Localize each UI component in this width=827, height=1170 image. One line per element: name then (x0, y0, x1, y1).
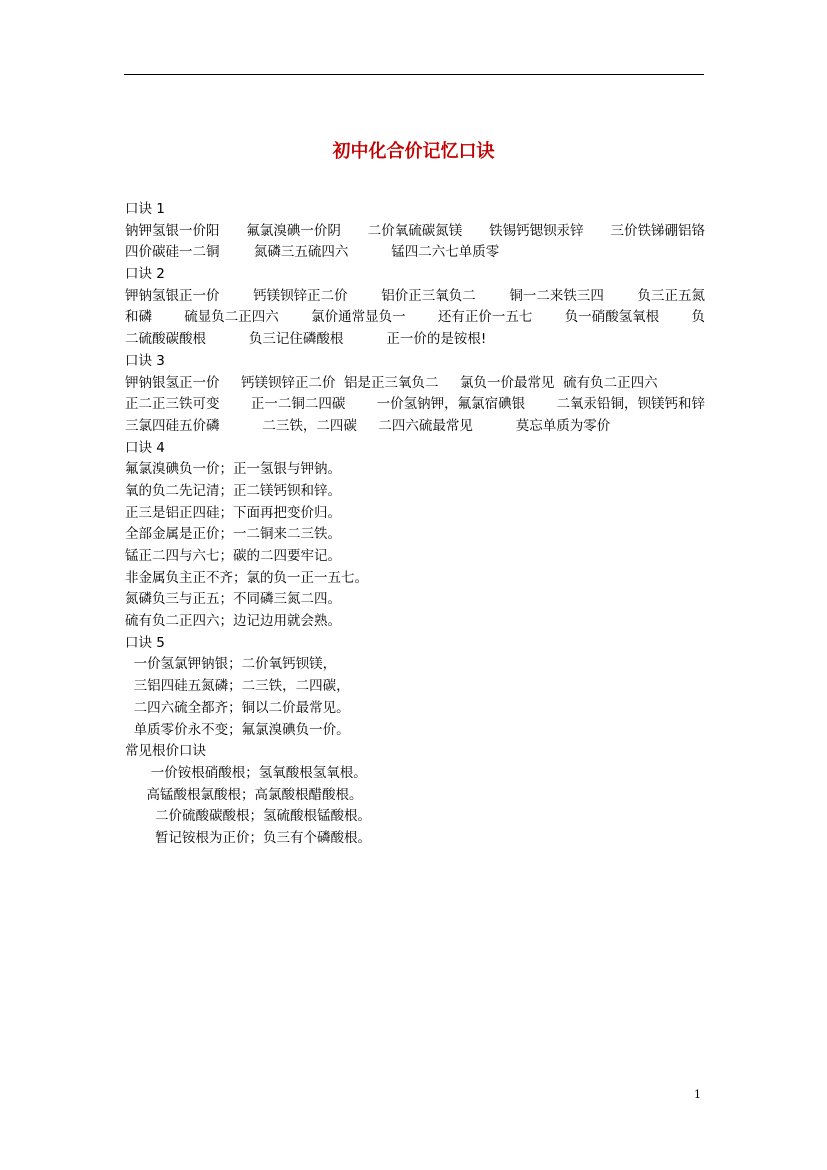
koujue-4-line: 氮磷负三与正五；不同磷三氮二四。 (125, 591, 341, 608)
heading-koujue-4: 口诀 4 (125, 439, 165, 456)
text-segment: 还有正价一五七 (437, 309, 533, 326)
radical-valence-line: 一价铵根硝酸根；氢氧酸根氢氧根。 (125, 764, 367, 781)
text-segment: 氯价通常显负一 (311, 309, 406, 326)
koujue-2-line-1 (125, 286, 705, 308)
page-number: 1 (694, 1088, 701, 1101)
koujue-5-line: 三铝四硅五氮磷；二三铁，二四碳， (125, 678, 350, 695)
document-body (125, 199, 705, 850)
header-rule (124, 74, 704, 75)
koujue-1-line-2: 四价碳硅一二铜 氮磷三五硫四六 锰四二六七单质零 (125, 244, 500, 261)
text-segment: 负一硝酸氢氧根 (564, 309, 660, 326)
radical-valence-line: 暂记铵根为正价；负三有个磷酸根。 (125, 829, 372, 846)
text-segment: 铜一二来铁三四 (509, 287, 604, 304)
heading-koujue-5: 口诀 5 (125, 634, 165, 651)
koujue-5-line: 单质零价永不变；氟氯溴碘负一价。 (125, 721, 350, 738)
text-segment: 铝价正三氧负二 (381, 287, 476, 304)
koujue-3-line-1: 钾钠银氢正一价 钙镁钡锌正二价 铝是正三氧负二 氯负一价最常见 硫有负二正四六 (125, 374, 658, 391)
heading-koujue-2: 口诀 2 (125, 266, 165, 283)
koujue-4-line: 全部金属是正价；一二铜来二三铁。 (125, 526, 341, 543)
koujue-4-line: 锰正二四与六七；碳的二四要牢记。 (125, 548, 341, 564)
heading-koujue-1: 口诀 1 (125, 201, 165, 217)
koujue-4-line: 非金属负主正不齐；氯的负一正一五七。 (125, 569, 368, 586)
koujue-2-line-3: 二硫酸碳酸根 负三记住磷酸根 正一价的是铵根! (125, 331, 487, 348)
text-segment: 钙镁钡锌正二价 (253, 287, 348, 304)
text-segment: 二价氧硫碳氮镁 (367, 222, 463, 239)
koujue-3-line-2 (125, 394, 705, 416)
radical-valence-line: 高锰酸根氯酸根；高氯酸根醋酸根。 (125, 786, 363, 803)
text-segment: 正一二铜二四碳 (250, 396, 346, 413)
radical-valence-line: 二价硫酸碳酸根；氢硫酸根锰酸根。 (125, 808, 372, 825)
document-title: 初中化合价记忆口诀 (332, 141, 495, 162)
text-segment: 和磷 (125, 309, 152, 326)
koujue-4-line: 硫有负二正四六；边记边用就会熟。 (125, 613, 341, 630)
koujue-5-line: 二四六硫全都齐；铜以二价最常见。 (125, 699, 350, 716)
koujue-4-line: 氧的负二先记清；正二镁钙钡和锌。 (125, 482, 341, 499)
text-segment: 一价氢钠钾，氟氯宿碘银 (376, 396, 526, 413)
koujue-4-line: 正三是铝正四硅；下面再把变价归。 (125, 504, 341, 521)
text-segment: 钾钠氢银正一价 (125, 287, 220, 304)
text-segment: 正二正三铁可变 (125, 396, 220, 413)
text-segment: 三价铁锑硼铝铬 (610, 222, 705, 239)
heading-radical-valence: 常见根价口诀 (125, 743, 206, 760)
text-segment: 负三正五氮 (637, 287, 705, 304)
koujue-5-line: 一价氢氯钾钠银；二价氧钙钡镁， (125, 656, 337, 673)
text-segment: 二氧汞铅铜，钡镁钙和锌 (556, 396, 705, 413)
text-segment: 钠钾氢银一价阳 (125, 222, 220, 239)
koujue-2-line-2 (125, 307, 705, 329)
koujue-4-line: 氟氯溴碘负一价；正一氢银与钾钠。 (125, 461, 341, 478)
text-segment: 氟氯溴碘一价阴 (246, 222, 341, 239)
text-segment: 铁锡钙锶钡汞锌 (489, 222, 584, 239)
text-segment: 负 (691, 309, 705, 326)
koujue-1-line-1 (125, 221, 705, 243)
koujue-3-line-3: 三氯四硅五价磷 二三铁，二四碳 二四六硫最常见 莫忘单质为零价 (125, 417, 611, 434)
heading-koujue-3: 口诀 3 (125, 352, 165, 369)
text-segment: 硫显负二正四六 (184, 309, 279, 326)
